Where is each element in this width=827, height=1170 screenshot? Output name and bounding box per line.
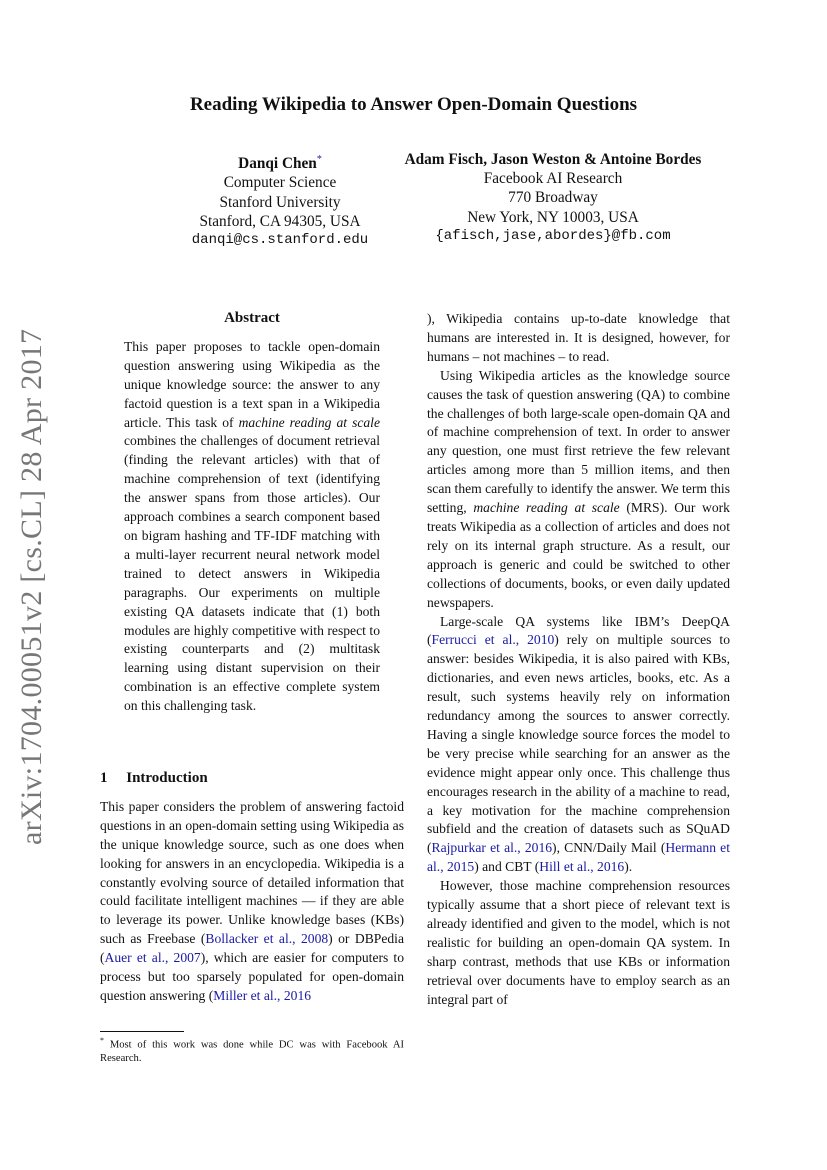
citation-link[interactable]: Hermann et al., 2015 bbox=[427, 840, 730, 875]
citation-link[interactable]: Auer et al., 2007 bbox=[104, 950, 201, 966]
introduction-section bbox=[100, 769, 404, 1006]
author-email: {afisch,jase,abordes}@fb.com bbox=[435, 227, 671, 244]
author-affiliation-line: Stanford, CA 94305, USA bbox=[199, 212, 361, 230]
right-column bbox=[427, 310, 730, 1010]
paragraph: ), Wikipedia contains up-to-date knowledge that humans are interested in. It is designed, however, for humans – not machines – to read. bbox=[427, 311, 730, 364]
author-name: Danqi Chen bbox=[238, 155, 317, 173]
author-affiliation-line: Stanford University bbox=[219, 193, 341, 211]
author-name: Adam Fisch, Jason Weston & Antoine Bordes bbox=[404, 151, 702, 168]
paragraph: Large-scale QA systems like IBM’s DeepQA (Ferrucci et al., 2010) rely on multiple sources to answer: besides Wikipedia, it is also paired with KBs, dictionaries, and even news articles, books, etc. As a result, such systems heavily rely on information redundancy among the sources to answer correctly. Having a single knowledge source forces the model to be very precise while searching for an answer as the evidence might appear only once. This challenge thus encourages research in the ability of a machine to read, a key motivation for the machine comprehension subfield and the creation of datasets such as SQuAD (Rajpurkar et al., 2016), CNN/Daily Mail (Hermann et al., 2015) and CBT (Hill et al., 2016). bbox=[427, 613, 730, 875]
footnote: * Most of this work was done while DC was with Facebook AI Research. bbox=[100, 1036, 404, 1065]
arxiv-identifier: arXiv:1704.00051v2 [cs.CL] 28 Apr 2017 bbox=[15, 328, 48, 845]
section-heading: 1 Introduction bbox=[100, 770, 208, 786]
paragraph: Using Wikipedia articles as the knowledge source causes the task of question answering (QA) to combine the challenges of both large-scale open-domain QA and of machine comprehension of text. In order to answer any question, one must first retrieve the few relevant articles among more than 5 million items, and then scan them carefully to identify the answer. We term this setting, machine reading at scale (MRS). Our work treats Wikipedia as a collection of articles and does not rely on its internal graph structure. As a result, our approach is generic and could be switched to other collections of documents, books, or even daily updated newspapers. bbox=[427, 367, 730, 610]
paragraph: However, those machine comprehension resources typically assume that a short piece of relevant text is already identified and given to the model, which is not realistic for building an open-domain QA system. In sharp contrast, methods that use KBs or information retrieval over documents have to employ search as an integral part of bbox=[427, 878, 730, 1007]
author-block-1 bbox=[170, 150, 390, 250]
author-affiliation-line: Computer Science bbox=[223, 174, 337, 192]
abstract-text: This paper proposes to tackle open-domain question answering using Wikipedia as the unique knowledge source: the answer to any factoid question is a text span in a Wikipedia article. This task of machine reading at scale combines the challenges of document retrieval (finding the relevant articles) with that of machine comprehension of text (identifying the answer spans from those articles). Our approach combines a search component based on bigram hashing and TF-IDF matching with a multi-layer recurrent neural network model trained to detect answers in Wikipedia paragraphs. Our experiments on multiple existing QA datasets indicate that (1) both modules are highly competitive with respect to existing counterparts and (2) multitask learning using distant supervision on their combination is an effective complete system on this challenging task. bbox=[124, 338, 380, 714]
citation-link[interactable]: Rajpurkar et al., 2016 bbox=[431, 840, 553, 856]
author-affiliation-line: Facebook AI Research bbox=[483, 170, 623, 188]
paper-title: Reading Wikipedia to Answer Open-Domain Questions bbox=[189, 94, 638, 115]
abstract-section bbox=[124, 309, 380, 716]
footnote-rule bbox=[100, 1031, 184, 1032]
author-affiliation-line: 770 Broadway bbox=[508, 189, 598, 207]
citation-link[interactable]: Hill et al., 2016 bbox=[539, 859, 625, 875]
citation-link[interactable]: Ferrucci et al., 2010 bbox=[431, 632, 555, 648]
author-footnote-marker: * bbox=[316, 154, 322, 165]
abstract-heading: Abstract bbox=[224, 310, 280, 326]
intro-paragraph: This paper considers the problem of answering factoid questions in an open-domain setting using Wikipedia as the unique knowledge source, such as one does when looking for answers in an encyclopedia. Wikipedia is a constantly evolving source of detailed information that could facilitate intelligent machines — if they are able to leverage its power. Unlike knowledge bases (KBs) such as Freebase (Bollacker et al., 2008) or DBPedia (Auer et al., 2007), which are easier for computers to process but too sparsely populated for open-domain question answering (Miller et al., 2016 bbox=[100, 798, 404, 1003]
author-email: danqi@cs.stanford.edu bbox=[191, 231, 369, 248]
citation-link[interactable]: Miller et al., 2016 bbox=[213, 987, 312, 1003]
author-block-2 bbox=[383, 150, 723, 246]
citation-link[interactable]: Bollacker et al., 2008 bbox=[205, 931, 329, 947]
author-affiliation-line: New York, NY 10003, USA bbox=[467, 208, 639, 226]
